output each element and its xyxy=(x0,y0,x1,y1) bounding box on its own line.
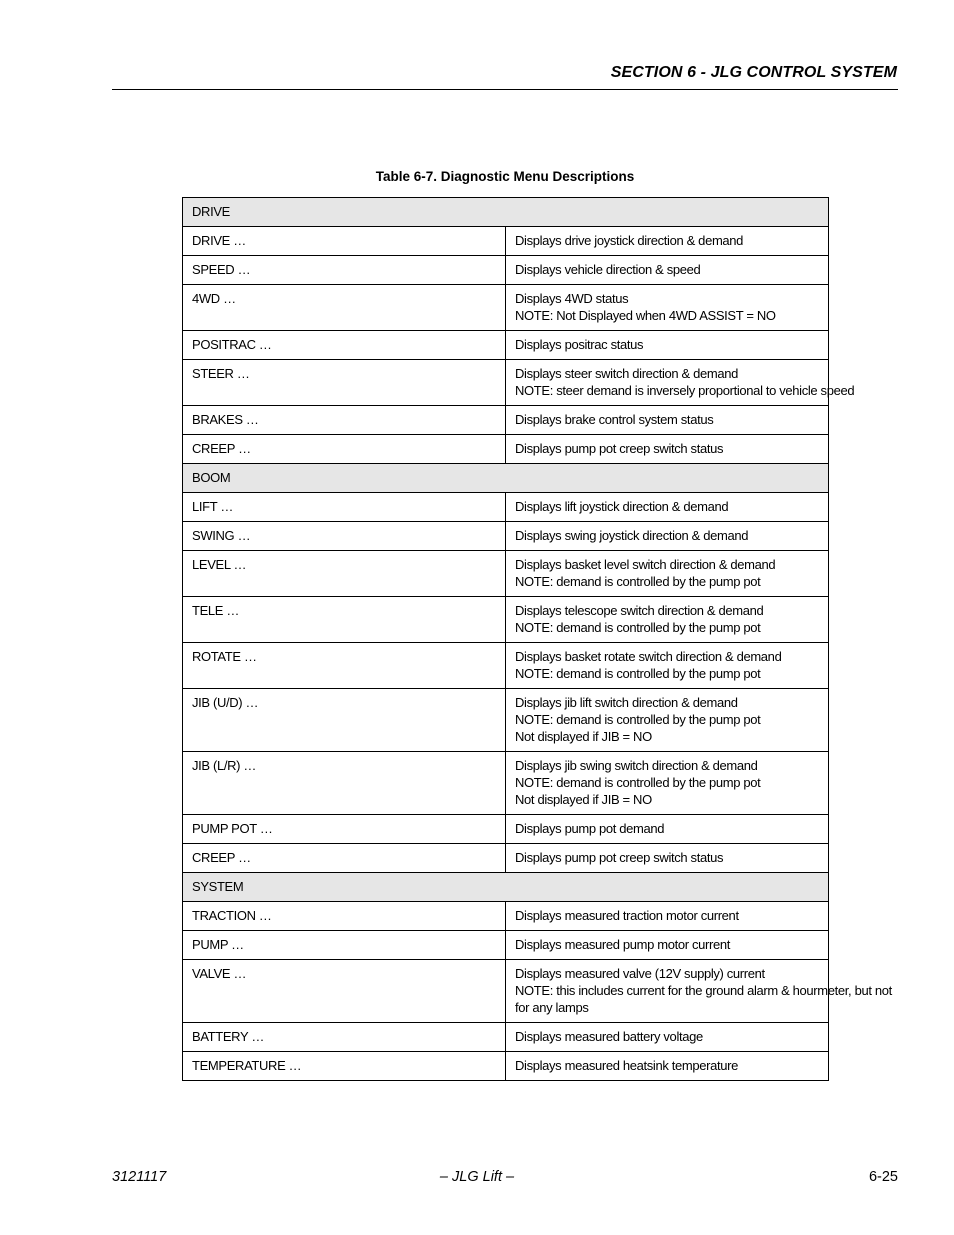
menu-item-description xyxy=(506,331,829,360)
table-row xyxy=(183,844,829,873)
menu-item-name: LEVEL … xyxy=(183,551,506,597)
description-line: Displays brake control system status xyxy=(515,412,714,427)
table-row xyxy=(183,815,829,844)
menu-item-name: POSITRAC … xyxy=(183,331,506,360)
menu-item-name: TELE … xyxy=(183,597,506,643)
menu-item-name: SWING … xyxy=(183,522,506,551)
menu-item-description xyxy=(506,256,829,285)
menu-item-description xyxy=(506,844,829,873)
menu-item-description xyxy=(506,752,829,815)
table-row xyxy=(183,960,829,1023)
description-line: Displays measured valve (12V supply) current xyxy=(515,966,765,981)
description-line: Displays 4WD status xyxy=(515,291,629,306)
menu-item-name: LIFT … xyxy=(183,493,506,522)
description-line: Displays drive joystick direction & demand xyxy=(515,233,744,248)
description-line: NOTE: Not Displayed when 4WD ASSIST = NO xyxy=(515,308,776,323)
menu-item-description xyxy=(506,815,829,844)
description-line: Displays measured battery voltage xyxy=(515,1029,703,1044)
section-row xyxy=(183,464,829,493)
description-line: NOTE: steer demand is inversely proportional to vehicle speed xyxy=(515,383,855,398)
table-row xyxy=(183,435,829,464)
menu-item-name: 4WD … xyxy=(183,285,506,331)
description-line: Displays pump pot creep switch status xyxy=(515,441,724,456)
description-line: Displays telescope switch direction & demand xyxy=(515,603,764,618)
table-row xyxy=(183,643,829,689)
menu-item-name: BRAKES … xyxy=(183,406,506,435)
menu-item-name: DRIVE … xyxy=(183,227,506,256)
table-row xyxy=(183,360,829,406)
menu-item-name: STEER … xyxy=(183,360,506,406)
description-line: Displays vehicle direction & speed xyxy=(515,262,701,277)
menu-item-name: PUMP POT … xyxy=(183,815,506,844)
header-rule xyxy=(112,89,898,90)
table-row xyxy=(183,1023,829,1052)
description-line: Not displayed if JIB = NO xyxy=(515,792,652,807)
table-row xyxy=(183,551,829,597)
section-title: SECTION 6 - JLG CONTROL SYSTEM xyxy=(610,64,897,81)
menu-item-name: PUMP … xyxy=(183,931,506,960)
menu-item-name: VALVE … xyxy=(183,960,506,1023)
table-row xyxy=(183,285,829,331)
menu-item-description xyxy=(506,227,829,256)
description-line: NOTE: demand is controlled by the pump pot xyxy=(515,620,761,635)
menu-item-description xyxy=(506,643,829,689)
description-line: Displays positrac status xyxy=(515,337,644,352)
description-line: Displays swing joystick direction & demand xyxy=(515,528,749,543)
section-heading: SYSTEM xyxy=(183,873,829,902)
description-line: Displays measured pump motor current xyxy=(515,937,730,952)
menu-item-description xyxy=(506,597,829,643)
table-row xyxy=(183,331,829,360)
menu-item-description xyxy=(506,902,829,931)
menu-item-name: CREEP … xyxy=(183,435,506,464)
description-line: Displays measured heatsink temperature xyxy=(515,1058,738,1073)
menu-item-name: TEMPERATURE … xyxy=(183,1052,506,1081)
table-row xyxy=(183,227,829,256)
page-number: 6-25 xyxy=(868,1169,898,1185)
section-row xyxy=(183,198,829,227)
description-line: NOTE: demand is controlled by the pump pot xyxy=(515,712,761,727)
description-line: for any lamps xyxy=(515,1000,589,1015)
section-heading: BOOM xyxy=(183,464,829,493)
description-line: Displays lift joystick direction & demand xyxy=(515,499,729,514)
menu-item-name: TRACTION … xyxy=(183,902,506,931)
footer-publisher: – JLG Lift – xyxy=(439,1169,515,1185)
menu-item-description xyxy=(506,285,829,331)
description-line: Displays basket rotate switch direction & demand xyxy=(515,649,782,664)
menu-item-name: JIB (U/D) … xyxy=(183,689,506,752)
description-line: Displays basket level switch direction & demand xyxy=(515,557,776,572)
description-line: Displays jib swing switch direction & demand xyxy=(515,758,758,773)
description-line: NOTE: demand is controlled by the pump pot xyxy=(515,574,761,589)
section-row xyxy=(183,873,829,902)
description-line: NOTE: this includes current for the ground alarm & hourmeter, but not xyxy=(515,983,892,998)
table-row xyxy=(183,406,829,435)
menu-item-description xyxy=(506,960,892,1023)
table-row xyxy=(183,752,829,815)
description-line: Displays pump pot creep switch status xyxy=(515,850,724,865)
menu-item-description xyxy=(506,689,829,752)
description-line: Displays jib lift switch direction & demand xyxy=(515,695,738,710)
description-line: NOTE: demand is controlled by the pump pot xyxy=(515,775,761,790)
table-row xyxy=(183,522,829,551)
menu-item-description xyxy=(506,406,829,435)
diagnostic-menu-table xyxy=(182,197,892,1081)
menu-item-description xyxy=(506,551,829,597)
menu-item-name: JIB (L/R) … xyxy=(183,752,506,815)
description-line: Not displayed if JIB = NO xyxy=(515,729,652,744)
menu-item-description xyxy=(506,360,855,406)
menu-item-description xyxy=(506,522,829,551)
table-row xyxy=(183,902,829,931)
menu-item-description xyxy=(506,1052,829,1081)
table-row xyxy=(183,1052,829,1081)
description-line: NOTE: demand is controlled by the pump pot xyxy=(515,666,761,681)
menu-item-name: SPEED … xyxy=(183,256,506,285)
menu-item-description xyxy=(506,435,829,464)
menu-item-description xyxy=(506,1023,829,1052)
menu-item-name: ROTATE … xyxy=(183,643,506,689)
description-line: Displays pump pot demand xyxy=(515,821,665,836)
menu-item-description xyxy=(506,493,829,522)
table-row xyxy=(183,931,829,960)
description-line: Displays steer switch direction & demand xyxy=(515,366,738,381)
table-row xyxy=(183,597,829,643)
table-row xyxy=(183,256,829,285)
table-row xyxy=(183,493,829,522)
table-row xyxy=(183,689,829,752)
table-caption: Table 6-7. Diagnostic Menu Descriptions xyxy=(375,169,635,184)
menu-item-name: CREEP … xyxy=(183,844,506,873)
description-line: Displays measured traction motor current xyxy=(515,908,739,923)
document-number: 3121117 xyxy=(112,1169,167,1185)
menu-item-description xyxy=(506,931,829,960)
section-heading: DRIVE xyxy=(183,198,829,227)
menu-item-name: BATTERY … xyxy=(183,1023,506,1052)
